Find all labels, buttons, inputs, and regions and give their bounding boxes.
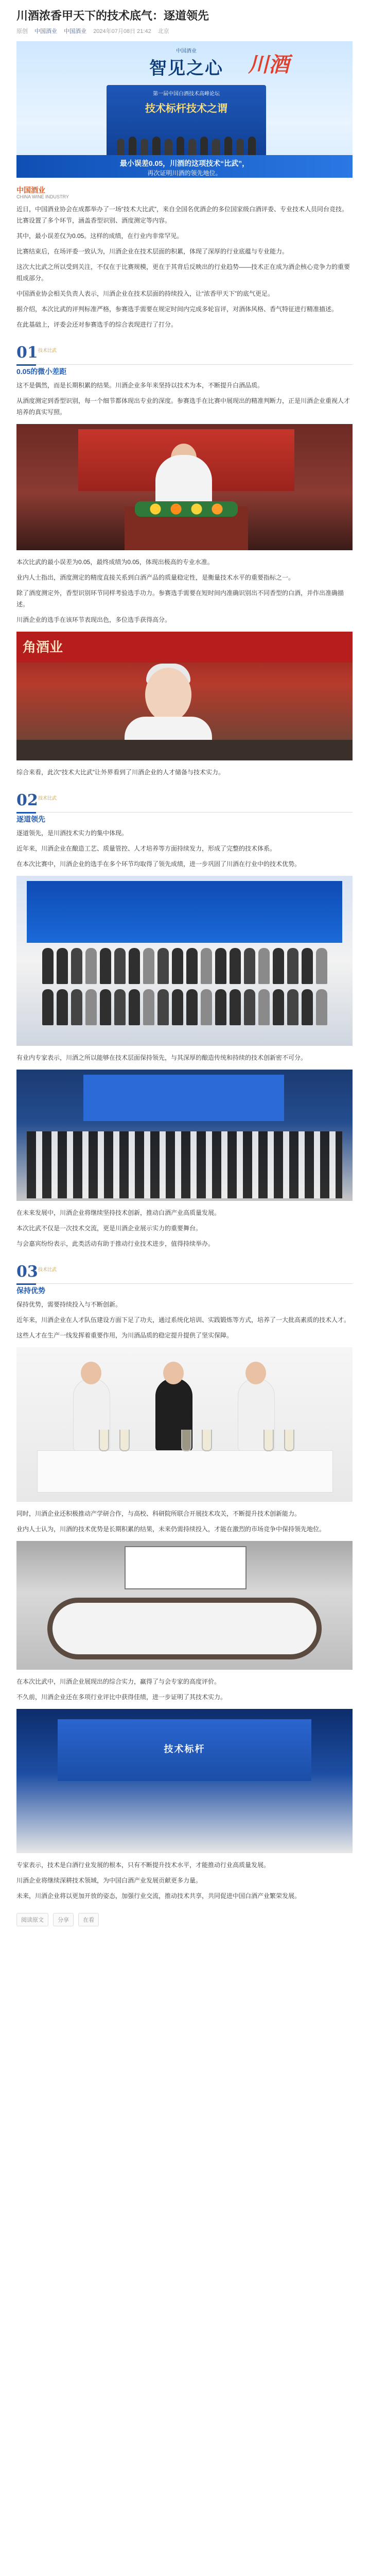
lead-logo-title: 中国酒业 (16, 186, 45, 194)
article-meta (16, 27, 353, 35)
paragraph: 与会嘉宾纷纷表示，此类活动有助于推动行业技术进步，值得持续举办。 (16, 1240, 215, 1247)
paragraph: 从酒度测定到香型识别，每一个细节都体现出专业的深度。参赛选手在比赛中展现出的精准判断力，正是川酒企业重视人才培养的真实写照。 (16, 397, 350, 416)
photo-hall-stage (83, 1075, 284, 1121)
meta-date: 2024年07月08日 21:42 (93, 28, 151, 35)
paragraph: 业内人士指出，酒度测定的精度直接关系到白酒产品的质量稳定性，是衡量技术水平的重要指标之一。 (16, 574, 295, 581)
paragraph: 这些人才在生产一线发挥着重要作用，为川酒品质的稳定提升提供了坚实保障。 (16, 1332, 233, 1339)
photo-glass (119, 1430, 130, 1451)
section-number: 01 (16, 344, 38, 362)
hero-caption-line1: 最小误差0.05，川酒的这项技术“比武”， (119, 159, 250, 167)
paragraph: 逐道领先，是川酒技术实力的集中体现。 (16, 829, 128, 837)
photo-event-text: 技术标杆 (164, 1744, 205, 1754)
paragraph: 这次大比武之所以受到关注，不仅在于比赛规模，更在于其背后反映出的行业趋势——技术正在成为酒企核心竞争力的重要组成部分。 (16, 263, 350, 282)
paragraph: 近年来，川酒企业在人才队伍建设方面下足了功夫，通过系统化培训、实践锻炼等方式，培养了一大批高素质的技术人才。 (16, 1316, 350, 1324)
photo-hall-audience (27, 1131, 342, 1198)
hero-stage-line1: 第一届中国白酒技术高峰论坛 (153, 91, 220, 97)
paragraph: 据介绍，本次比武的评判标准严格，参赛选手需要在规定时间内完成多轮盲评，对酒体风格、香气特征进行精准描述。 (16, 306, 338, 313)
section-underline (16, 812, 36, 814)
read-original-link[interactable]: 阅读原文 (16, 1913, 48, 1926)
hero-brand-sub: 中国酒业 (176, 48, 197, 54)
photo-table (37, 1450, 333, 1493)
section-divider (16, 1283, 353, 1284)
share-button[interactable]: 分享 (53, 1913, 74, 1926)
photo-group (16, 876, 353, 1046)
paragraph: 业内人士认为，川酒的技术优势是长期积累的结果，未来仍需持续投入，才能在激烈的市场竞争中保持领先地位。 (16, 1526, 326, 1533)
photo-glass (202, 1430, 212, 1451)
paragraph: 同时，川酒企业还积极推动产学研合作，与高校、科研院所联合开展技术攻关，不断提升技术创新能力。 (16, 1510, 301, 1517)
hero-banner (16, 41, 353, 178)
photo-group-row (32, 989, 337, 1025)
photo-head (163, 1362, 184, 1384)
paragraph: 川酒企业的选手在该环节表现出色，多位选手获得高分。 (16, 616, 171, 623)
paragraph: 在此基础上，评委会还对参赛选手的综合表现进行了打分。 (16, 321, 178, 328)
photo-expert-banner: 角酒业 (16, 632, 353, 663)
section-header-01 (16, 344, 353, 375)
paragraph: 其中，最小误差仅为0.05。这样的成绩，在行业内非常罕见。 (16, 232, 183, 240)
section-divider (16, 364, 353, 365)
section-tag: 技术比武 (38, 348, 57, 353)
photo-tasting (16, 1347, 353, 1502)
photo-head (245, 1362, 266, 1384)
hero-brand-main: 智见之心 (149, 59, 223, 78)
paragraph: 中国酒业协会相关负责人表示，川酒企业在技术层面的持续投入，让“浓香甲天下”的底气更足。 (16, 290, 274, 297)
section-underline (16, 1283, 36, 1285)
section-number: 02 (16, 791, 38, 809)
photo-glass (181, 1430, 191, 1451)
photo-glass (99, 1430, 109, 1451)
section-title: 保持优势 (16, 1286, 45, 1295)
paragraph: 专家表示，技术是白酒行业发展的根本，只有不断提升技术水平，才能推动行业高质量发展。 (16, 1861, 270, 1869)
paragraph: 在本次比武中，川酒企业展现出的综合实力，赢得了与会专家的高度评价。 (16, 1678, 221, 1685)
section-tag: 技术比武 (38, 795, 57, 801)
section-header-02 (16, 791, 353, 822)
hero-caption (16, 155, 353, 178)
photo-event-screen (58, 1719, 311, 1781)
lead-logo (16, 185, 78, 199)
article-container (0, 8, 369, 1926)
photo-event-banner (16, 1709, 353, 1853)
paragraph: 比赛结束后，在场评委一致认为，川酒企业在技术层面的积累，体现了深厚的行业底蕴与专业能力。 (16, 248, 289, 255)
section-number: 03 (16, 1263, 38, 1281)
paragraph: 在本次比赛中，川酒企业的选手在多个环节均取得了领先成绩，进一步巩固了川酒在行业中的技术优势。 (16, 860, 301, 868)
paragraph: 近年来，川酒企业在酿造工艺、质量管控、人才培养等方面持续发力，形成了完整的技术体系。 (16, 845, 276, 852)
photo-expert-head (145, 668, 191, 722)
photo-group-row (32, 948, 337, 984)
meta-author-link[interactable]: 中国酒业 (34, 28, 58, 35)
meta-source: 原创 (16, 28, 28, 35)
photo-speaker (16, 424, 353, 550)
photo-hall (16, 1070, 353, 1201)
photo-expert (16, 632, 353, 760)
hero-stage-line2: 技术标杆技术之谓 (145, 103, 227, 114)
photo-glass (284, 1430, 294, 1451)
hero-brand (140, 46, 233, 82)
section-title: 逐道领先 (16, 815, 45, 823)
paragraph: 除了酒度测定外，香型识别环节同样考验选手功力。参赛选手需要在短时间内准确识别出不同香型的白酒，并作出准确描述。 (16, 589, 344, 608)
article-title: 川酒浓香甲天下的技术底气：逐道领先 (16, 9, 209, 22)
hero-caption-line2: 再次证明川酒的领先地位。 (147, 170, 222, 177)
section-underline (16, 364, 36, 366)
hero-logo: 川酒 (248, 54, 289, 76)
lead-logo-subtitle: CHINA WINE INDUSTRY (16, 194, 69, 199)
section-title: 0.05的微小差距 (16, 367, 67, 376)
article-footer (16, 1913, 353, 1926)
photo-flowers (135, 501, 238, 517)
photo-meeting (16, 1541, 353, 1670)
photo-glass (263, 1430, 274, 1451)
section-header-03 (16, 1263, 353, 1294)
photo-meeting-table (47, 1598, 322, 1659)
paragraph: 本次比武的最小误差为0.05，最终成绩为0.05，体现出极高的专业水准。 (16, 558, 214, 566)
photo-group-stage (27, 881, 342, 943)
like-button[interactable]: 在看 (78, 1913, 99, 1926)
paragraph: 不久前，川酒企业还在多项行业评比中获得佳绩，进一步证明了其技术实力。 (16, 1693, 227, 1701)
paragraph: 近日，中国酒业协会在成都举办了一场“技术大比武”，来自全国名优酒企的多位国家级白酒评委、专业技术人员同台竞技。比赛设置了多个环节，涵盖香型识别、酒度测定等内容。 (16, 206, 348, 224)
section-tag: 技术比武 (38, 1267, 57, 1272)
meta-outlet-link[interactable]: 中国酒业 (64, 28, 87, 35)
paragraph: 川酒企业将继续深耕技术领域，为中国白酒产业发展贡献更多力量。 (16, 1877, 202, 1884)
paragraph: 未来，川酒企业将以更加开放的姿态，加强行业交流，推动技术共享，共同促进中国白酒产业繁荣发展。 (16, 1892, 301, 1900)
photo-desk (16, 740, 353, 760)
meta-region: 北京 (157, 28, 169, 35)
paragraph: 有业内专家表示，川酒之所以能够在技术层面保持领先，与其深厚的酿造传统和持续的技术创新密不可分。 (16, 1054, 307, 1061)
paragraph: 本次比武不仅是一次技术交流，更是川酒企业展示实力的重要舞台。 (16, 1225, 202, 1232)
photo-head (81, 1362, 101, 1384)
paragraph: 在未来发展中，川酒企业将继续坚持技术创新，推动白酒产业高质量发展。 (16, 1209, 221, 1216)
photo-meeting-screen (125, 1546, 247, 1589)
paragraph: 综合来看，此次“技术大比武”让外界看到了川酒企业的人才储备与技术实力。 (16, 769, 224, 776)
paragraph: 保持优势，需要持续投入与不断创新。 (16, 1301, 122, 1308)
paragraph: 这不是偶然，而是长期积累的结果。川酒企业多年来坚持以技术为本，不断提升白酒品质。 (16, 382, 264, 389)
